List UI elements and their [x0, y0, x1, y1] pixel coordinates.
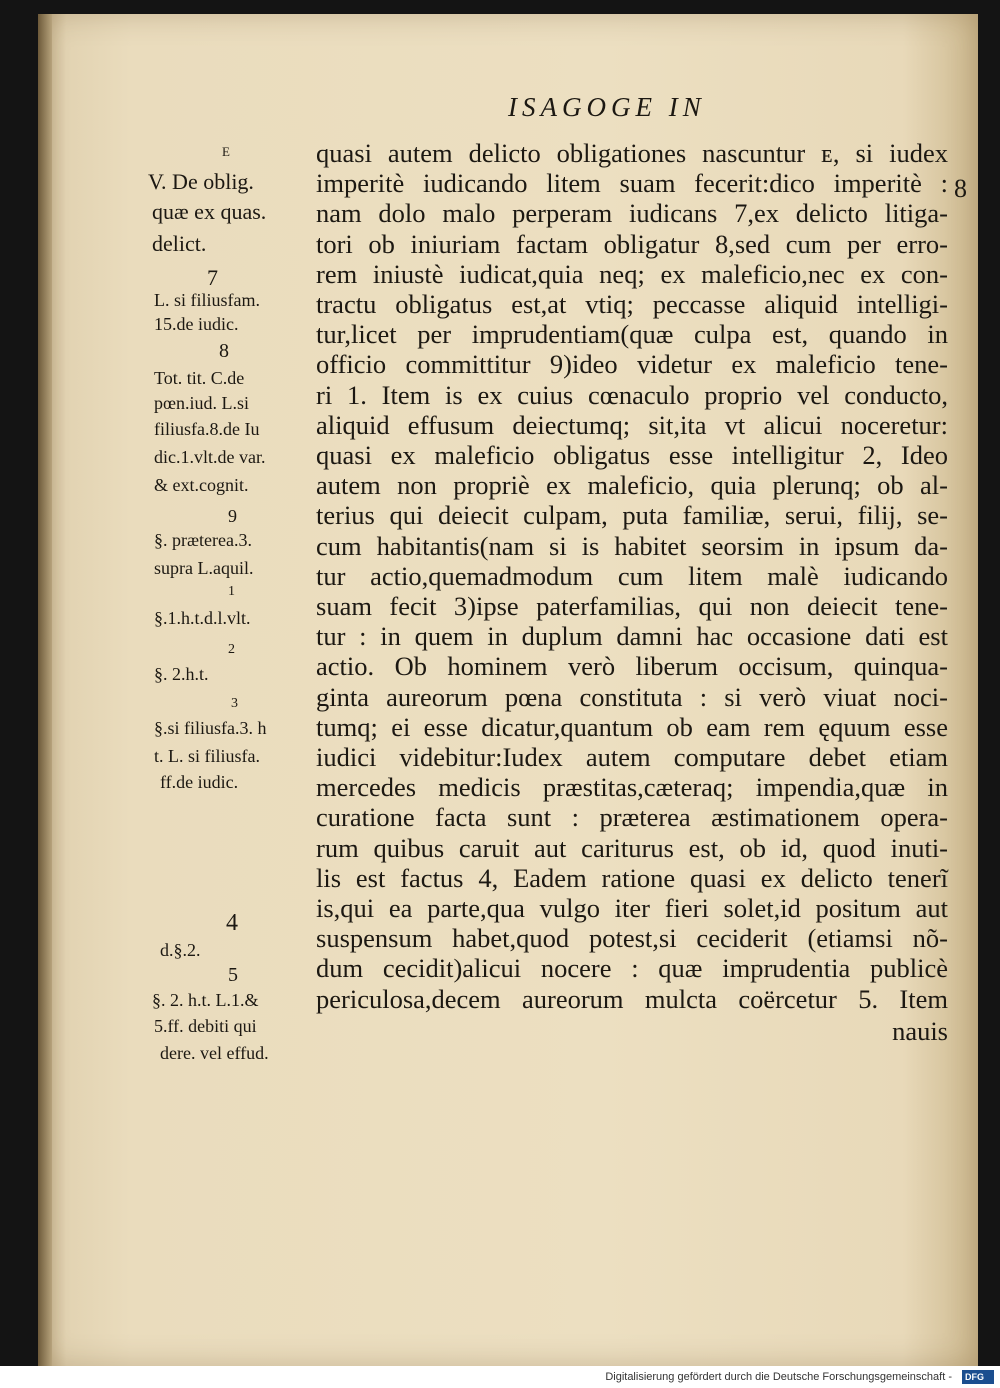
text-line: dum cecidit)alicui nocere : quæ imprudentia publicè [316, 953, 948, 984]
text-line: imperitè iudicando litem suam fecerit:dico imperitè : [316, 168, 948, 199]
text-line: quasi ex maleficio obligatus esse intelligitur 2, Ideo [316, 440, 948, 470]
note-5-line-1: §. 2. h.t. L.1.& [152, 990, 259, 1010]
section-title-line-2: quæ ex quas. [152, 199, 267, 224]
text-line: cum habitantis(nam si is habitet seorsim in ipsum da- [316, 530, 948, 561]
text-line: quasi autem delicto obligationes nascuntur ᴇ, si iudex [316, 138, 948, 168]
note-5-line-2: 5.ff. debiti qui [154, 1016, 257, 1036]
text-line: terius qui deiecit culpam, puta familiæ, serui, filij, se- [316, 500, 948, 531]
note-marker-9: 9 [228, 506, 237, 526]
text-line: aliquid effusum deiectumq; sit,ita vt alicui noceretur: [316, 409, 948, 440]
footer-text: Digitalisierung gefördert durch die Deutsche Forschungsgemeinschaft - [605, 1371, 952, 1383]
digitization-footer [0, 1366, 1000, 1388]
text-line: rem iniustè iudicat,quia neq; ex maleficio,nec ex con- [316, 258, 948, 289]
text-line: officio committitur 9)ideo videtur ex maleficio tene- [316, 349, 948, 380]
note-8-line-5: & ext.cognit. [154, 475, 249, 495]
note-8-line-2: pœn.iud. L.si [154, 393, 250, 413]
text-line: suspensum habet,quod potest,si ceciderit (etiamsi nõ- [316, 923, 948, 954]
text-line: iudici videbitur:Iudex autem computare debet etiam [316, 742, 948, 772]
note-7-line-1: L. si filiusfam. [154, 290, 260, 310]
note-marker-7: 7 [207, 265, 218, 290]
text-line: tur : in quem in duplum damni hac occasione dati est [316, 621, 948, 652]
section-title-line-3: delict. [152, 231, 207, 256]
text-line: tur,licet per imprudentiam(quæ culpa est, quando in [316, 319, 948, 350]
note-3-line-2: t. L. si filiusfa. [154, 746, 260, 766]
note-marker-1: 1 [228, 584, 235, 599]
note-4: d.§.2. [160, 940, 201, 960]
note-8-line-3: filiusfa.8.de Iu [154, 419, 260, 439]
note-3-line-1: §.si filiusfa.3. h [154, 718, 267, 738]
text-line: tumq; ei esse dicatur,quantum ob eam rem ęquum esse [316, 711, 948, 742]
note-9-line-2: supra L.aquil. [154, 558, 254, 578]
text-line: is,qui ea parte,qua vulgo iter fieri solet,id positum aut [316, 893, 948, 923]
note-marker-5: 5 [228, 964, 238, 986]
note-5-line-3: dere. vel effud. [160, 1043, 269, 1063]
text-line: periculosa,decem aureorum mulcta coërcetur 5. Item [316, 983, 948, 1014]
text-line: actio. Ob hominem verò liberum occisum, quinqua- [316, 651, 948, 682]
text-line: suam fecit 3)ipse paterfamilias, qui non deiecit tene- [316, 591, 948, 621]
note-8-line-1: Tot. tit. C.de [154, 368, 245, 388]
running-header: ISAGOGE IN [508, 92, 706, 122]
note-marker-2: 2 [228, 642, 235, 657]
note-3-line-3: ff.de iudic. [160, 772, 239, 792]
note-8-line-4: dic.1.vlt.de var. [154, 447, 266, 467]
section-title-line-1: V. De oblig. [148, 169, 254, 194]
note-marker-3: 3 [231, 696, 238, 711]
catchword: nauis [892, 1015, 948, 1046]
note-7-line-2: 15.de iudic. [154, 314, 239, 334]
text-line: rum quibus caruit aut cariturus est, ob id, quod inuti- [316, 832, 948, 863]
dfg-logo: DFG [962, 1370, 994, 1384]
text-line: curatione facta sunt : præterea æstimationem opera- [316, 802, 948, 833]
note-marker-8: 8 [219, 340, 229, 362]
text-line: tractu obligatus est,at vtiq; peccasse aliquid intelligi- [316, 289, 948, 319]
note-9-line-1: §. præterea.3. [154, 530, 252, 550]
text-line: tur actio,quemadmodum cum litem malè iudicando [316, 560, 948, 591]
note-marker-4: 4 [226, 910, 238, 936]
text-line: mercedes medicis præstitas,cæteraq; impendia,quæ in [316, 772, 948, 803]
text-line: autem non propriè ex maleficio, quia plerunq; ob al- [316, 470, 948, 501]
text-line: lis est factus 4, Eadem ratione quasi ex delicto tenerĩ [316, 862, 948, 893]
note-2: §. 2.h.t. [154, 664, 209, 684]
text-line: ginta aureorum pœna constituta : si verò viuat noci- [316, 681, 948, 712]
right-margin-number: 8 [954, 174, 967, 203]
text-line: ri 1. Item is ex cuius cœnaculo proprio vel conducto, [316, 379, 948, 410]
text-line: tori ob iniuriam factam obligatur 8,sed cum per erro- [316, 228, 948, 259]
note-marker-e: E [222, 144, 230, 159]
text-line: nam dolo malo perperam iudicans 7,ex delicto litiga- [316, 198, 948, 229]
page-gutter [38, 14, 52, 1366]
note-1: §.1.h.t.d.l.vlt. [154, 608, 251, 628]
